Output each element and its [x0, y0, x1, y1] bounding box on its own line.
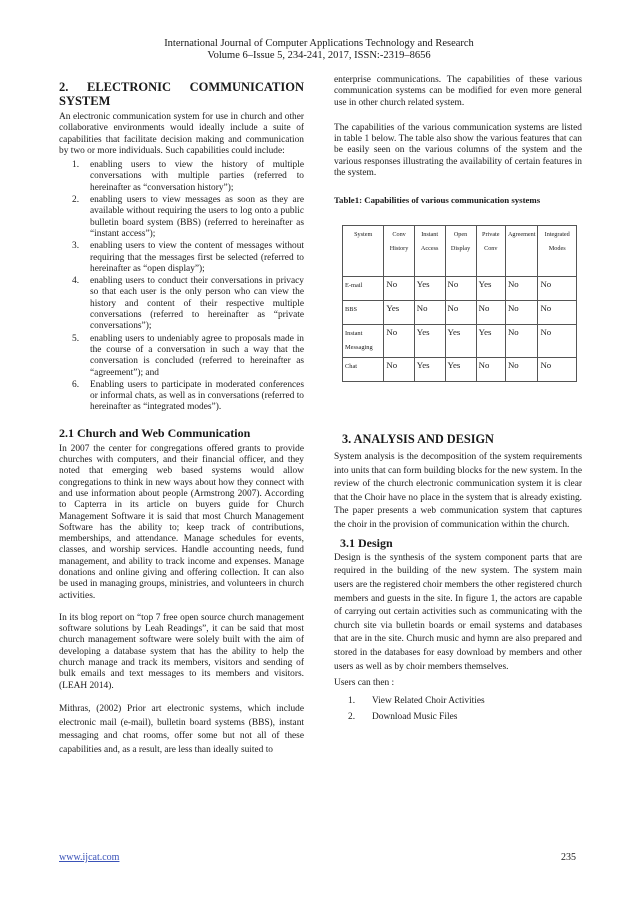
table-row	[343, 276, 577, 300]
table-cell: E-mail	[343, 276, 384, 300]
list-item: 2. Download Music Files	[348, 711, 458, 722]
column-header: Agreement	[505, 225, 538, 276]
paragraph: enterprise communications. The capabilities of these various communication systems can be modified for even more general use in other church related system.	[334, 75, 582, 108]
website-link[interactable]: www.ijcat.com	[59, 852, 120, 863]
list-item: 5. enabling users to undeniably agree to proposals made in the course of a conversation in such a way that the conversation is concluded (referred to hereinafter as “agreement”); and	[72, 333, 304, 378]
paragraph: Mithras, (2002) Prior art electronic systems, which include electronic mail (e-mail), bulletin board systems (BBS), instant messaging and chat rooms, offer some but not all of these capabilities and, as a result, are less than ideally suited to	[59, 703, 304, 755]
section-2-heading: 2. ELECTRONIC COMMUNICATION SYSTEM	[59, 80, 304, 108]
table-row	[343, 324, 577, 357]
list-item: 3. enabling users to view the content of messages without requiring that the messages first be selected (referred to hereinafter as “open display”);	[72, 241, 304, 274]
capabilities-table	[342, 225, 577, 382]
table-cell: BBS	[343, 300, 384, 324]
table-cell: Yes	[414, 357, 445, 381]
paragraph: Design is the synthesis of the system component parts that are required in the building of the new system. The system main users are the registered choir members the other registered church members and guests in the site. In figure 1, the actors are capable of carrying out certain activities such as communicating with the church site via bulletin boards or email systems and databases that are in the site. Church music and hymn are also prepared and stored in the databases for easy download by members and other users as well as by choir members themselves.	[334, 552, 582, 672]
page-number: 235	[561, 852, 576, 863]
table-caption: Table1: Capabilities of various communication systems	[334, 195, 541, 206]
journal-header	[0, 38, 638, 62]
table-cell: Yes	[476, 276, 505, 300]
paragraph: In 2007 the center for congregations offered grants to provide churches with computers, and their financial officer, and they noted that emerging web based systems would allow congregations to think in new ways about how they connect with and use information about people (Armstrong 2007). According to Capterra in its article on buyers guide for Church Management Software it is said that most Church Management Software has the ability to; keep track of contributions, memberships, and attendance. Manage schedules for events, classes, and worship services. Handle accounting needs, fund management, and ability to track income and expenses. Manage donations and online giving and offering collection. It can also be used in managing groups, ministries, and volunteers in church activities.	[59, 443, 304, 601]
table-cell: No	[445, 300, 476, 324]
table-cell: No	[505, 357, 538, 381]
table-cell: No	[476, 357, 505, 381]
list-item: 1. enabling users to view the history of multiple conversations with multiple parties (referred to hereinafter as “conversation history”);	[72, 160, 304, 193]
table-cell: No	[384, 324, 414, 357]
table-cell: Yes	[384, 300, 414, 324]
paragraph: In its blog report on “top 7 free open source church management software solutions by Leah Readings”, it can be said that most church management software were solely built with the aim of developing a database system that has the ability to help the church manage and track its members, visitors and sending of bulk emails and text messages to its members and visitors. (LEAH 2014).	[59, 612, 304, 691]
column-header: Instant Access	[414, 225, 445, 276]
table-row	[343, 357, 577, 381]
table-cell: No	[505, 324, 538, 357]
table-cell: No	[538, 324, 577, 357]
column-header: Private Conv	[476, 225, 505, 276]
journal-title: International Journal of Computer Applications Technology and Research	[164, 38, 474, 49]
table-cell: Yes	[445, 324, 476, 357]
table-cell: Yes	[445, 357, 476, 381]
journal-volume: Volume 6–Issue 5, 234-241, 2017, ISSN:-2319–8656	[207, 50, 431, 61]
table-cell: Yes	[414, 276, 445, 300]
section-3-1-heading: 3.1 Design	[340, 535, 393, 550]
table-cell: No	[538, 357, 577, 381]
section-3-heading: 3. ANALYSIS AND DESIGN	[342, 431, 494, 446]
table-cell: No	[384, 276, 414, 300]
table-cell: No	[538, 276, 577, 300]
table-cell: Yes	[476, 324, 505, 357]
paragraph: The capabilities of the various communication systems are listed in table 1 below. The table also show the various features that can be easily seen on the various columns of the system and the various responses illustrating the availability of certain features in the system.	[334, 122, 582, 179]
table-cell: No	[538, 300, 577, 324]
right-column	[334, 75, 582, 725]
column-header: Integrated Modes	[538, 225, 577, 276]
column-header: Conv History	[384, 225, 414, 276]
list-item: 4. enabling users to conduct their conversations in privacy so that each user is the only person who can view the history and content of their respective multiple conversations (referred to hereinafter as “private conversations”);	[72, 276, 304, 332]
left-column	[59, 80, 304, 757]
section-2-intro: An electronic communication system for use in church and other collaborative environments would ideally include a suite of capabilities that facilitate decision making and communication by two or more individuals. Such capabilities could include:	[59, 112, 304, 156]
capabilities-list	[59, 160, 304, 414]
section-2-1-heading: 2.1 Church and Web Communication	[59, 425, 251, 440]
table-cell: No	[505, 300, 538, 324]
user-activities-list	[334, 693, 582, 725]
column-header: System	[343, 225, 384, 276]
table-cell: No	[414, 300, 445, 324]
list-item: 1. View Related Choir Activities	[348, 695, 485, 706]
table-cell: Yes	[414, 324, 445, 357]
table-cell: Instant Messaging	[343, 324, 384, 357]
users-can-label: Users can then :	[334, 678, 395, 689]
list-item: 2. enabling users to view messages as soon as they are available without requiring the users to log onto a public bulletin board system (BBS) (referred to hereinafter as “instant access”);	[72, 195, 304, 239]
table-cell: No	[445, 276, 476, 300]
table-cell: No	[384, 357, 414, 381]
list-item: 6. Enabling users to participate in moderated conferences or informal chats, as well as in conversations (referred to hereinafter as “integrated modes”).	[72, 379, 304, 413]
table-header-row	[343, 225, 577, 276]
paragraph: System analysis is the decomposition of the system requirements into units that can form building blocks for the new system. In the review of the church electronic communication system it is clear that the Choir have no place in the system that is already existing. The paper presents a web communication system that captures the choir in the provision of communication within the church.	[334, 451, 582, 530]
column-header: Open Display	[445, 225, 476, 276]
table-cell: No	[505, 276, 538, 300]
table-cell: No	[476, 300, 505, 324]
table-row	[343, 300, 577, 324]
table-cell: Chat	[343, 357, 384, 381]
